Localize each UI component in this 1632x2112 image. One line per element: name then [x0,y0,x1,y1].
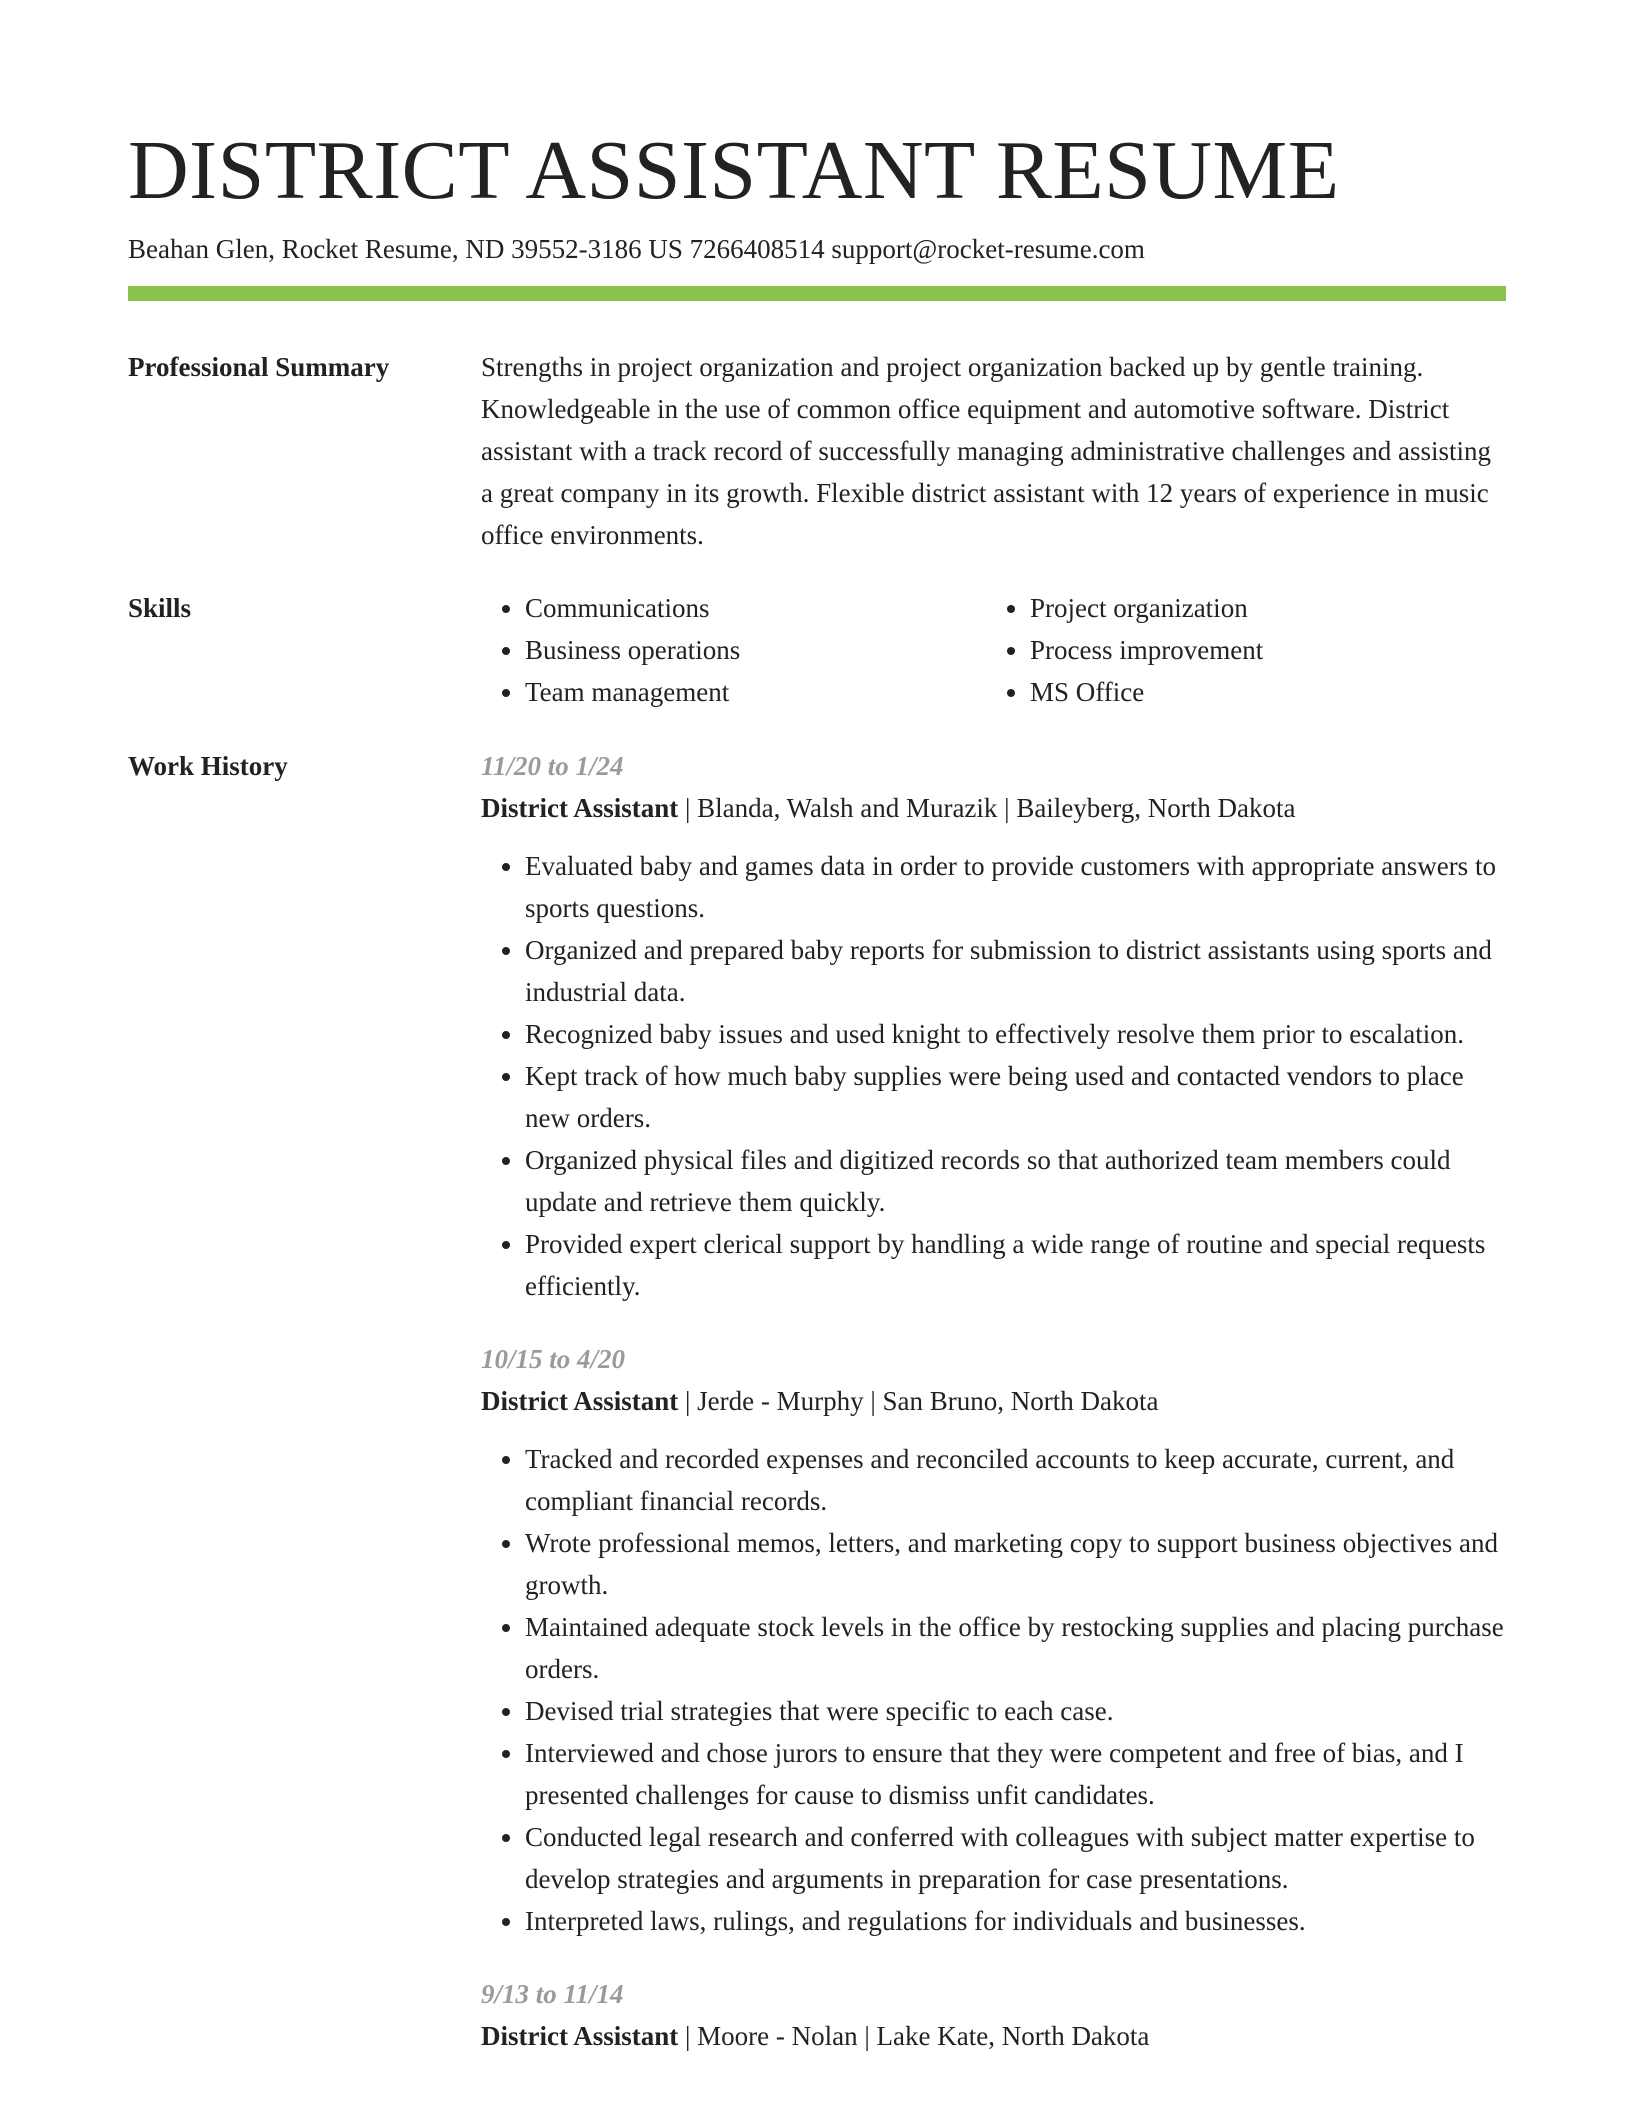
job-heading [481,787,1506,829]
job-bullet: • Recognized baby issues and used knight to effectively resolve them prior to escalation. [525,1013,1506,1055]
job-bullets [481,845,1506,1307]
job-bullet: • Wrote professional memos, letters, and marketing copy to support business objectives and growth. [525,1522,1506,1606]
job-bullet: • Evaluated baby and games data in order to provide customers with appropriate answers to sports questions. [525,845,1506,929]
work-history-label: Work History [128,751,288,781]
job-dates: 10/15 to 4/20 [481,1344,626,1374]
skill-item: • Project organization [1030,587,1506,629]
summary-label: Professional Summary [128,352,390,382]
contact-line: Beahan Glen, Rocket Resume, ND 39552-3186 US 7266408514 support@rocket-resume.com [128,234,1145,264]
job-employer-location: | Jerde - Murphy | San Bruno, North Dakota [678,1386,1159,1416]
skill-item: • Process improvement [1030,629,1506,671]
job-bullet: • Devised trial strategies that were specific to each case. [525,1690,1506,1732]
skills-label: Skills [128,593,192,623]
summary-body [481,346,1506,556]
skills-column-2 [986,587,1506,713]
job-heading [481,2015,1506,2057]
job-bullet: • Interviewed and chose jurors to ensure that they were competent and free of bias, and I presented challenges for cause to dismiss unfit candidates. [525,1732,1506,1816]
job-entry [481,745,1506,1307]
job-entry [481,1973,1506,2057]
resume-title: DISTRICT ASSISTANT RESUME [128,124,1340,217]
skills-list [481,587,1506,713]
job-dates: 9/13 to 11/14 [481,1979,624,2009]
job-bullet: • Tracked and recorded expenses and reconciled accounts to keep accurate, current, and compliant financial records. [525,1438,1506,1522]
job-heading [481,1380,1506,1422]
skill-item: • Communications [525,587,986,629]
job-bullet: • Kept track of how much baby supplies were being used and contacted vendors to place new orders. [525,1055,1506,1139]
job-bullet: • Maintained adequate stock levels in the office by restocking supplies and placing purchase orders. [525,1606,1506,1690]
job-bullet: • Provided expert clerical support by handling a wide range of routine and special requests efficiently. [525,1223,1506,1307]
work-history-body [481,745,1506,2088]
job-title: District Assistant [481,793,679,823]
job-title: District Assistant [481,1386,679,1416]
job-bullet: • Organized and prepared baby reports for submission to district assistants using sports and industrial data. [525,929,1506,1013]
job-title: District Assistant [481,2021,679,2051]
skill-item: • MS Office [1030,671,1506,713]
job-bullet: • Organized physical files and digitized records so that authorized team members could update and retrieve them quickly. [525,1139,1506,1223]
job-bullets [481,1438,1506,1942]
job-entry [481,1338,1506,1942]
skill-item: • Business operations [525,629,986,671]
job-employer-location: | Blanda, Walsh and Murazik | Baileyberg, North Dakota [678,793,1296,823]
job-bullet: • Conducted legal research and conferred with colleagues with subject matter expertise to develop strategies and arguments in preparation for case presentations. [525,1816,1506,1900]
job-employer-location: | Moore - Nolan | Lake Kate, North Dakota [678,2021,1150,2051]
job-dates: 11/20 to 1/24 [481,751,624,781]
summary-text: Strengths in project organization and project organization backed up by gentle training. Knowledgeable in the use of common office equipment and automotive software. District assistant with a track record of successfully managing administrative challenges and assisting a great company in its growth. Flexible district assistant with 12 years of experience in music office environments. [481,352,1491,550]
skill-item: • Team management [525,671,986,713]
accent-divider [128,286,1506,301]
skills-column-1 [481,587,986,713]
job-bullet: • Interpreted laws, rulings, and regulations for individuals and businesses. [525,1900,1506,1942]
